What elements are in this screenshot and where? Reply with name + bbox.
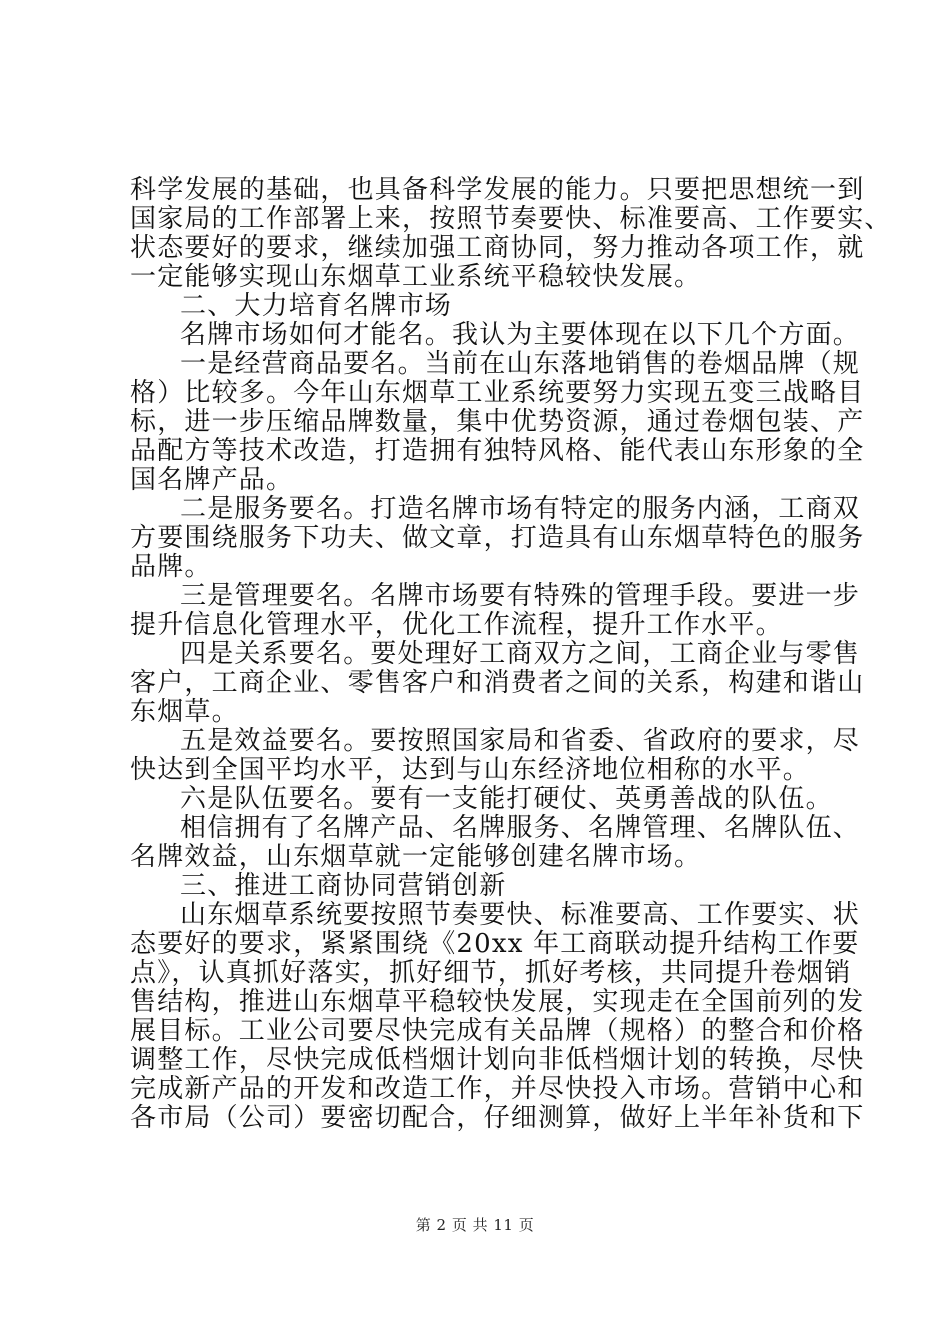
text-line: 四是关系要名。要处理好工商双方之间，工商企业与零售 (180, 639, 861, 669)
text-line: 一定能够实现山东烟草工业系统平稳较快发展。 (130, 262, 702, 292)
text-line: 品配方等技术改造，打造拥有独特风格、能代表山东形象的全 (130, 436, 865, 466)
text-line: 快达到全国平均水平，达到与山东经济地位相称的水平。 (130, 755, 811, 785)
text-line: 六是队伍要名。要有一支能打硬仗、英勇善战的队伍。 (180, 784, 833, 814)
text-line: 完成新产品的开发和改造工作，并尽快投入市场。营销中心和 (130, 1074, 865, 1104)
text-line: 相信拥有了名牌产品、名牌服务、名牌管理、名牌队伍、 (180, 813, 861, 843)
text-line: 三是管理要名。名牌市场要有特殊的管理手段。要进一步 (180, 581, 861, 611)
text-line: 五是效益要名。要按照国家局和省委、省政府的要求，尽 (180, 726, 861, 756)
text-line: 标，进一步压缩品牌数量，集中优势资源，通过卷烟包装、产 (130, 407, 865, 437)
text-line: 国名牌产品。 (130, 465, 294, 495)
text-line: 调整工作，尽快完成低档烟计划向非低档烟计划的转换，尽快 (130, 1045, 865, 1075)
body-text (130, 175, 892, 1133)
text-line: 二、大力培育名牌市场 (180, 291, 453, 321)
text-line: 点》，认真抓好落实，抓好细节，抓好考核，共同提升卷烟销 (130, 958, 852, 988)
text-line: 状态要好的要求，继续加强工商协同，努力推动各项工作，就 (130, 233, 865, 263)
text-line: 二是服务要名。打造名牌市场有特定的服务内涵，工商双 (180, 494, 861, 524)
text-line: 态要好的要求，紧紧围绕《20xx 年工商联动提升结构工作要 (130, 929, 860, 959)
text-line: 科学发展的基础，也具备科学发展的能力。只要把思想统一到 (130, 175, 865, 205)
text-line: 格）比较多。今年山东烟草工业系统要努力实现五变三战略目 (130, 378, 865, 408)
text-line: 售结构，推进山东烟草平稳较快发展，实现走在全国前列的发 (130, 987, 865, 1017)
text-line: 各市局（公司）要密切配合，仔细测算，做好上半年补货和下 (130, 1103, 865, 1133)
text-line: 提升信息化管理水平，优化工作流程，提升工作水平。 (130, 610, 783, 640)
text-line: 名牌市场如何才能名。我认为主要体现在以下几个方面。 (180, 320, 861, 350)
text-line: 东烟草。 (130, 697, 239, 727)
text-line: 国家局的工作部署上来，按照节奏要快、标准要高、工作要实、 (130, 204, 892, 234)
text-line: 名牌效益，山东烟草就一定能够创建名牌市场。 (130, 842, 702, 872)
text-line: 山东烟草系统要按照节奏要快、标准要高、工作要实、状 (180, 900, 861, 930)
text-line: 品牌。 (130, 552, 212, 582)
text-line: 客户，工商企业、零售客户和消费者之间的关系，构建和谐山 (130, 668, 865, 698)
text-line: 展目标。工业公司要尽快完成有关品牌（规格）的整合和价格 (130, 1016, 865, 1046)
text-line: 方要围绕服务下功夫、做文章，打造具有山东烟草特色的服务 (130, 523, 865, 553)
text-line: 三、推进工商协同营销创新 (180, 871, 507, 901)
page-footer: 第 2 页 共 11 页 (415, 1216, 535, 1234)
text-line: 一是经营商品要名。当前在山东落地销售的卷烟品牌（规 (180, 349, 861, 379)
